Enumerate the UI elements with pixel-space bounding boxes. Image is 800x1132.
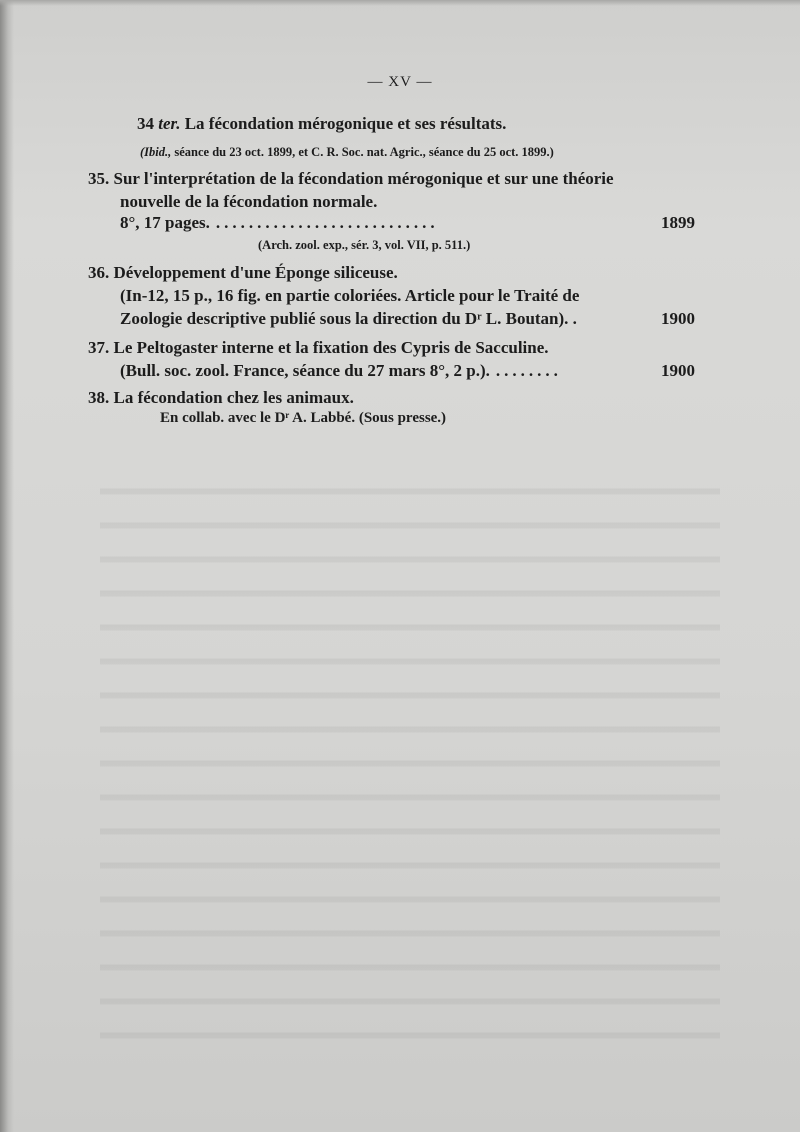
entry-34-title: La fécondation mérogonique et ses résultats. xyxy=(184,114,507,133)
entry-35-title-line-2: nouvelle de la fécondation normale. xyxy=(120,192,378,211)
entry-34-number: 34 xyxy=(137,114,154,133)
entry-37-title: Le Peltogaster interne et la fixation des Cypris de Sacculine. xyxy=(113,338,549,357)
entry-36-year: 1900 xyxy=(661,309,695,328)
entry-38-note: En collab. avec le Dʳ A. Labbé. (Sous presse.) xyxy=(160,410,447,426)
entry-36-title: Développement d'une Éponge siliceuse. xyxy=(113,263,398,282)
entry-35-title-1: Sur l'interprétation de la fécondation mérogonique et sur une théorie xyxy=(113,169,614,188)
entry-37-year: 1900 xyxy=(661,361,695,380)
entry-37-desc: (Bull. soc. zool. France, séance du 27 mars 8°, 2 p.). xyxy=(120,361,490,380)
entry-36-title-line xyxy=(88,263,398,283)
entry-38-number: 38. xyxy=(88,388,110,407)
page-left-edge-shadow xyxy=(0,0,14,1132)
entry-36-desc-2: Zoologie descriptive publié sous la direction du Dʳ L. Boutan). . xyxy=(120,309,577,328)
entry-37-title-line xyxy=(88,338,549,358)
entry-34-reference xyxy=(140,145,554,160)
entry-36-desc-row-2 xyxy=(120,309,695,329)
entry-34-suffix: ter. xyxy=(158,114,181,133)
bleed-through-text xyxy=(100,470,720,1050)
entry-34-ref-ibid: (Ibid., xyxy=(140,145,172,159)
entry-37-desc-row xyxy=(120,361,695,381)
entry-35-title-line-1 xyxy=(88,169,614,189)
entry-35-format-row xyxy=(120,213,695,233)
entry-38-title-line xyxy=(88,388,354,408)
entry-34-ref-text: séance du 23 oct. 1899, et C. R. Soc. nat. Agric., séance du 25 oct. 1899.) xyxy=(171,145,554,159)
entry-36-desc-line-1: (In-12, 15 p., 16 fig. en partie coloriées. Article pour le Traité de xyxy=(120,286,580,305)
entry-35-number: 35. xyxy=(88,169,110,188)
page-top-edge-shadow xyxy=(0,0,800,6)
entry-36-number: 36. xyxy=(88,263,110,282)
entry-34-title-line xyxy=(137,114,506,134)
entry-35-reference: (Arch. zool. exp., sér. 3, vol. VII, p. 511.) xyxy=(258,238,471,252)
entry-38-title: La fécondation chez les animaux. xyxy=(113,388,354,407)
entry-35-leaders: ........................... xyxy=(215,213,439,232)
page-header: — XV — xyxy=(367,74,433,90)
entry-37-leaders: ........ xyxy=(495,361,562,380)
entry-35-format: 8°, 17 pages. xyxy=(120,213,210,232)
entry-35-year: 1899 xyxy=(661,213,695,232)
entry-37-number: 37. xyxy=(88,338,110,357)
